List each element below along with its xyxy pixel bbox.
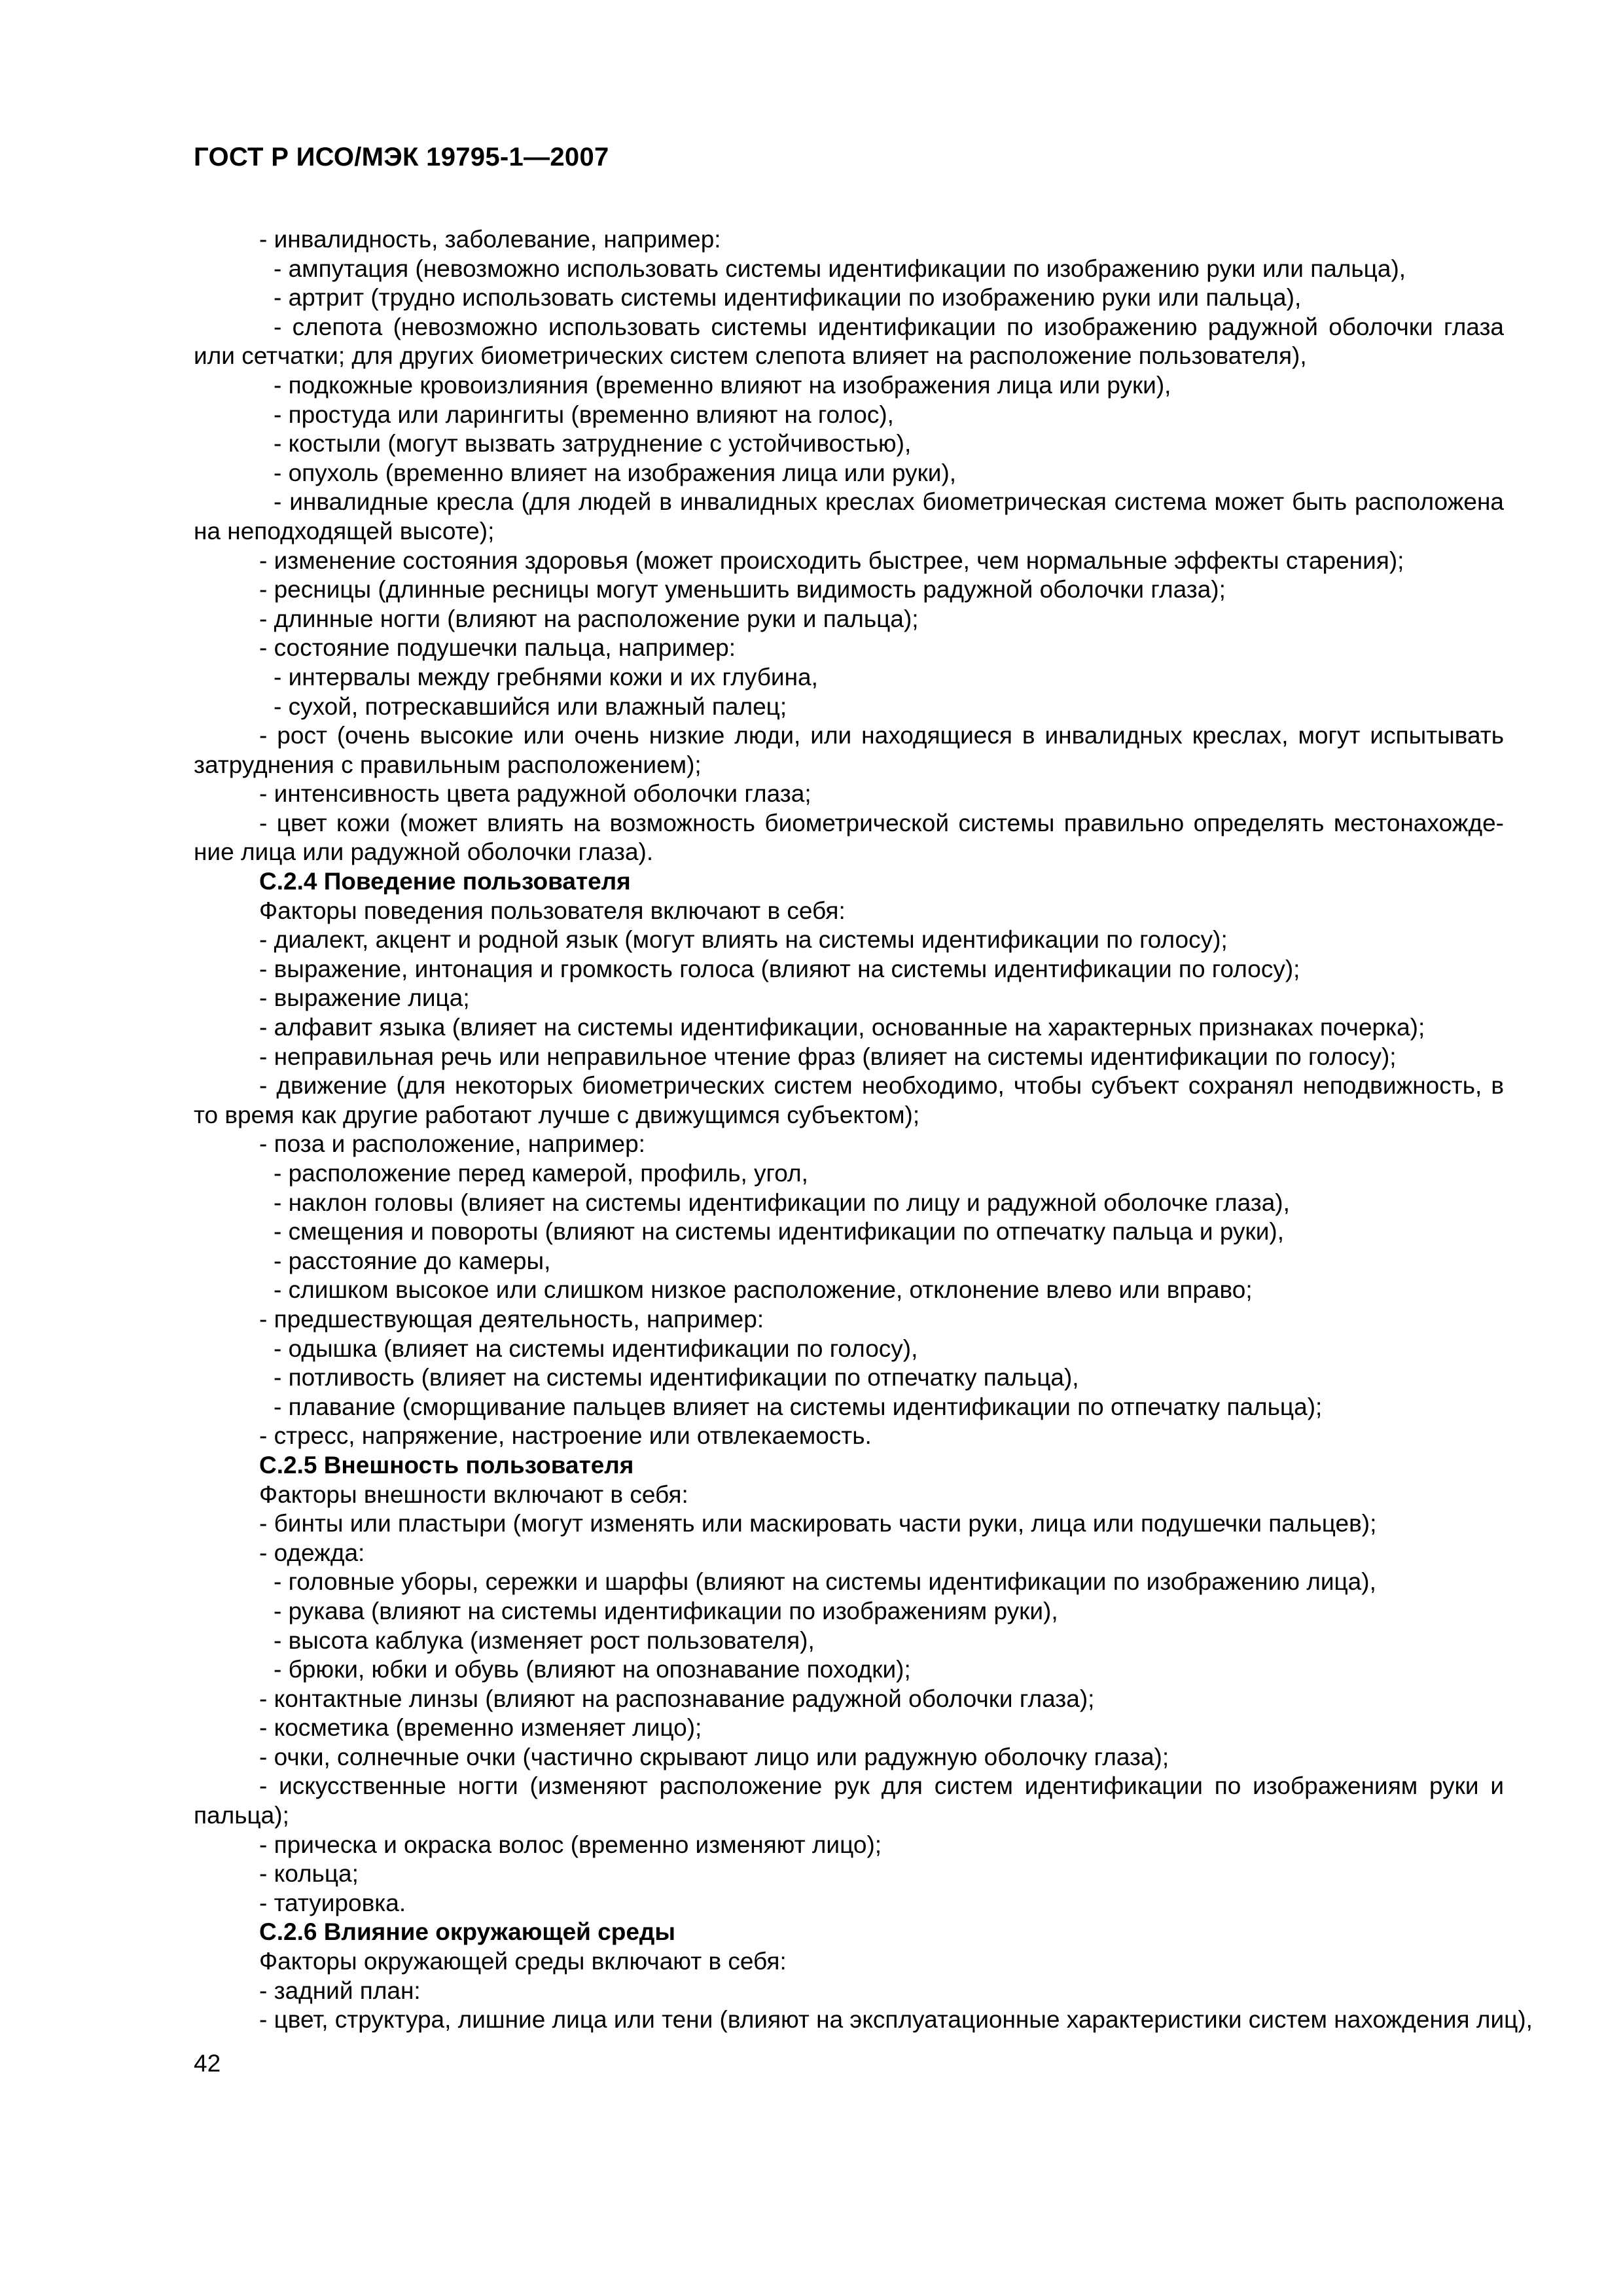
text-line: пальца); <box>194 1802 289 1829</box>
text-line: - костыли (могут вызвать затруднение с устойчивостью), <box>274 430 912 457</box>
text-line: - бинты или пластыри (могут изменять или маскировать части руки, лица или подушечки пальцев); <box>259 1510 1377 1537</box>
text-line: - слишком высокое или слишком низкое расположение, отклонение влево или вправо; <box>274 1276 1253 1304</box>
text-line: Факторы окружающей среды включают в себя: <box>259 1948 787 1975</box>
text-line: - цвет, структура, лишние лица или тени (влияют на эксплуатационные характеристики систем нахождения лиц), <box>259 2006 1533 2034</box>
text-line: - предшествующая деятельность, например: <box>259 1305 764 1333</box>
text-line: - прическа и окраска волос (временно изменяют лицо); <box>259 1831 882 1858</box>
text-line: или сетчатки; для других биометрических систем слепота влияет на расположение пользователя), <box>194 342 1307 370</box>
text-line: - стресс, напряжение, настроение или отвлекаемость. <box>259 1422 872 1450</box>
text-line: то время как другие работают лучше с движущимся субъектом); <box>194 1101 920 1128</box>
text-line: - выражение лица; <box>259 984 470 1012</box>
text-line: - интенсивность цвета радужной оболочки глаза; <box>259 780 812 808</box>
text-line: - выражение, интонация и громкость голоса (влияют на системы идентификации по голосу); <box>259 955 1300 982</box>
text-line: - потливость (влияет на системы идентификации по отпечатку пальца), <box>274 1364 1079 1391</box>
text-line: - смещения и повороты (влияют на системы идентификации по отпечатку пальца и руки), <box>274 1218 1284 1246</box>
text-line: ние лица или радужной оболочки глаза). <box>194 838 654 866</box>
text-line: - диалект, акцент и родной язык (могут влиять на системы идентификации по голосу); <box>259 926 1228 954</box>
text-line: - одышка (влияет на системы идентификации по голосу), <box>274 1335 918 1362</box>
text-line: - головные уборы, сережки и шарфы (влияют на системы идентификации по изображению лица), <box>274 1568 1376 1596</box>
text-line: - брюки, юбки и обувь (влияют на опознавание походки); <box>274 1656 911 1683</box>
text-line: - инвалидные кресла (для людей в инвалидных креслах биометрическая система может быть расположена <box>274 488 1504 516</box>
text-line: - поза и расположение, например: <box>259 1130 645 1158</box>
text-line: - плавание (сморщивание пальцев влияет на системы идентификации по отпечатку пальца); <box>274 1393 1323 1420</box>
section-heading-c24: С.2.4 Поведение пользователя <box>259 868 631 895</box>
text-line: - опухоль (временно влияет на изображения лица или руки), <box>274 459 957 486</box>
text-line: - задний план: <box>259 1977 421 2004</box>
text-line: - контактные линзы (влияют на распознавание радужной оболочки глаза); <box>259 1685 1095 1712</box>
text-line: - длинные ногти (влияют на расположение руки и пальца); <box>259 605 919 632</box>
text-line: затруднения с правильным расположением); <box>194 751 702 778</box>
text-line: - искусственные ногти (изменяют расположение рук для систем идентификации по изображениям руки и <box>259 1772 1504 1800</box>
document-header: ГОСТ Р ИСО/МЭК 19795-1—2007 <box>194 143 609 171</box>
text-line: - расстояние до камеры, <box>274 1247 551 1274</box>
text-line: - простуда или ларингиты (временно влияют на голос), <box>274 401 894 428</box>
text-line: - слепота (невозможно использовать системы идентификации по изображению радужной оболочки глаза <box>274 313 1504 340</box>
text-line: - неправильная речь или неправильное чтение фраз (влияет на системы идентификации по голосу); <box>259 1043 1397 1070</box>
text-line: - алфавит языка (влияет на системы идентификации, основанные на характерных признаках почерка); <box>259 1014 1425 1041</box>
text-line: - высота каблука (изменяет рост пользователя), <box>274 1626 815 1654</box>
text-line: - движение (для некоторых биометрических систем необходимо, чтобы субъект сохранял неподвижность, в <box>259 1072 1504 1100</box>
text-line: - кольца; <box>259 1860 359 1888</box>
section-heading-c26: С.2.6 Влияние окружающей среды <box>259 1918 676 1946</box>
text-line: Факторы внешности включают в себя: <box>259 1480 688 1508</box>
text-line: - наклон головы (влияет на системы идентификации по лицу и радужной оболочке глаза), <box>274 1189 1290 1216</box>
text-line: - состояние подушечки пальца, например: <box>259 634 736 662</box>
text-line: - рост (очень высокие или очень низкие люди, или находящиеся в инвалидных креслах, могут испытывать <box>259 722 1504 749</box>
text-line: - интервалы между гребнями кожи и их глубина, <box>274 663 818 691</box>
text-line: - артрит (трудно использовать системы идентификации по изображению руки или пальца), <box>274 284 1302 312</box>
text-line: - сухой, потрескавшийся или влажный палец; <box>274 692 787 720</box>
text-line: - цвет кожи (может влиять на возможность биометрической системы правильно определять местонахожде- <box>259 809 1504 836</box>
document-body <box>194 225 1533 2035</box>
text-line: - одежда: <box>259 1539 365 1566</box>
text-line: - изменение состояния здоровья (может происходить быстрее, чем нормальные эффекты старения); <box>259 547 1404 574</box>
text-line: Факторы поведения пользователя включают в себя: <box>259 897 846 924</box>
section-heading-c25: С.2.5 Внешность пользователя <box>259 1451 634 1479</box>
text-line: - подкожные кровоизлияния (временно влияют на изображения лица или руки), <box>274 371 1171 399</box>
text-line: - расположение перед камерой, профиль, угол, <box>274 1160 808 1187</box>
text-line: - инвалидность, заболевание, например: <box>259 226 721 253</box>
text-line: - татуировка. <box>259 1889 406 1916</box>
page-number: 42 <box>194 2050 221 2077</box>
text-line: на неподходящей высоте); <box>194 517 495 545</box>
text-line: - ампутация (невозможно использовать системы идентификации по изображению руки или пальца), <box>274 255 1406 282</box>
text-line: - очки, солнечные очки (частично скрывают лицо или радужную оболочку глаза); <box>259 1743 1169 1770</box>
text-line: - ресницы (длинные ресницы могут уменьшить видимость радужной оболочки глаза); <box>259 576 1226 603</box>
text-line: - рукава (влияют на системы идентификации по изображениям руки), <box>274 1597 1058 1624</box>
text-line: - косметика (временно изменяет лицо); <box>259 1714 702 1742</box>
